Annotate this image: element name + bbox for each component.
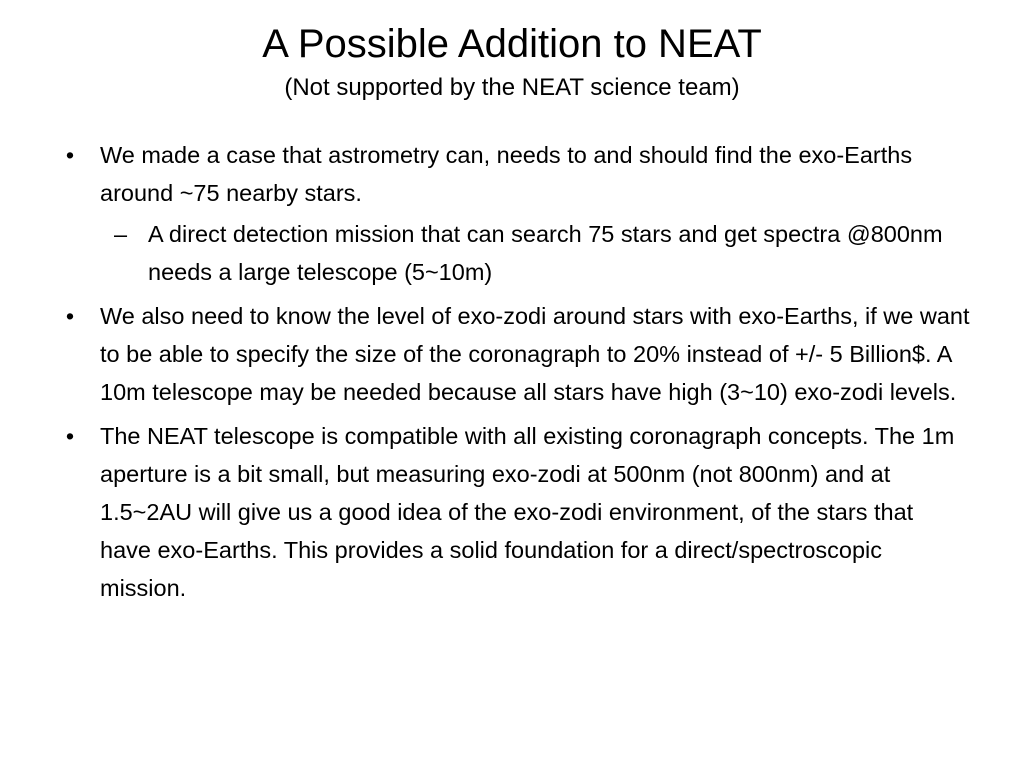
bullet-item — [60, 297, 970, 411]
slide-title: A Possible Addition to NEAT — [262, 22, 762, 66]
sub-bullet-list — [100, 215, 970, 291]
bullet-marker: • — [65, 423, 75, 449]
bullet-item — [60, 417, 970, 607]
bullet-list — [60, 136, 970, 607]
bullet-text: We also need to know the level of exo-zodi around stars with exo-Earths, if we want to be able to specify the size of the coronagraph to 20% instead of +/- 5 Billion$. A 10m telescope may be needed because all stars have high (3~10) exo-zodi levels. — [100, 303, 970, 405]
bullet-text: The NEAT telescope is compatible with all existing coronagraph concepts. The 1m aperture is a bit small, but measuring exo-zodi at 500nm (not 800nm) and at 1.5~2AU will give us a good idea of the exo-zodi environment, of the stars that have exo-Earths. This provides a solid foundation for a direct/spectroscopic mission. — [100, 423, 955, 601]
slide-subtitle: (Not supported by the NEAT science team) — [284, 74, 740, 101]
bullet-item — [60, 136, 970, 291]
bullet-marker: • — [65, 142, 75, 168]
sub-bullet-item — [104, 215, 970, 291]
sub-bullet-text: A direct detection mission that can search 75 stars and get spectra @800nm needs a large telescope (5~10m) — [148, 221, 943, 285]
bullet-text: We made a case that astrometry can, needs to and should find the exo-Earths around ~75 nearby stars. — [100, 142, 913, 206]
sub-bullet-marker: – — [114, 221, 128, 247]
title-block — [0, 18, 1024, 104]
bullet-marker: • — [65, 303, 75, 329]
